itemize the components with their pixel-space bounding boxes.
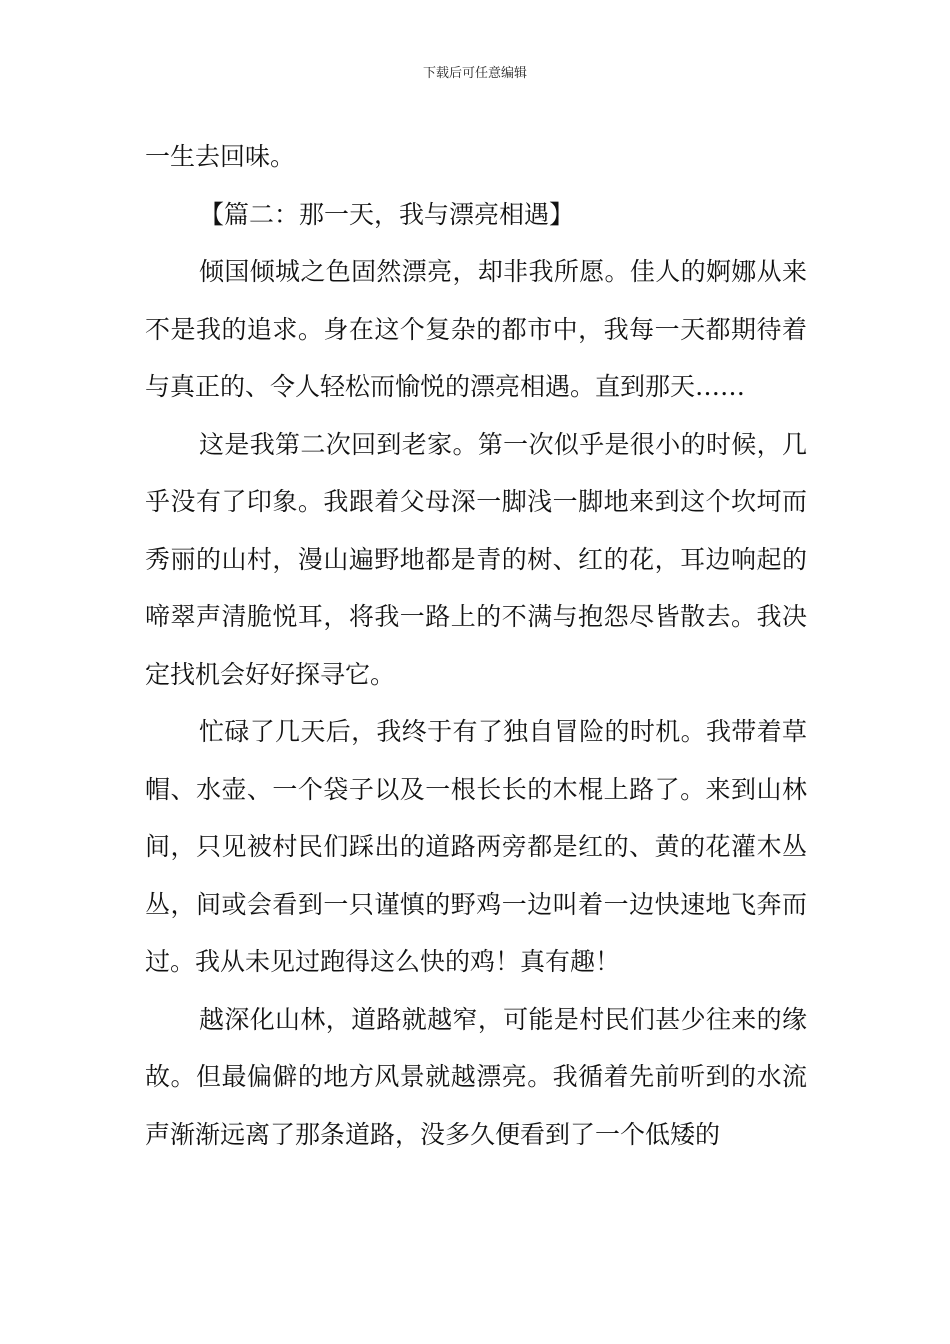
document-body bbox=[145, 128, 807, 1163]
paragraph-4: 忙碌了几天后，我终于有了独自冒险的时机。我带着草帽、水壶、一个袋子以及一根长长的木棍上路了。来到山林间，只见被村民们踩出的道路两旁都是红的、黄的花灌木丛丛，间或会看到一只谨慎的野鸡一边叫着一边快速地飞奔而过。我从未见过跑得这么快的鸡！真有趣！ bbox=[145, 717, 807, 976]
page-header: 下载后可任意编辑 bbox=[422, 66, 527, 81]
paragraph-3: 这是我第二次回到老家。第一次似乎是很小的时候，几乎没有了印象。我跟着父母深一脚浅一脚地来到这个坎坷而秀丽的山村，漫山遍野地都是青的树、红的花，耳边响起的啼翠声清脆悦耳，将我一路上的不满与抱怨尽皆散去。我决定找机会好好探寻它。 bbox=[145, 429, 807, 689]
paragraph-1: 一生去回味。 bbox=[145, 142, 296, 171]
paragraph-2: 倾国倾城之色固然漂亮，却非我所愿。佳人的婀娜从来不是我的追求。身在这个复杂的都市中，我每一天都期待着与真正的、令人轻松而愉悦的漂亮相遇。直到那天…… bbox=[145, 257, 807, 401]
section-heading: 【篇二：那一天，我与漂亮相遇】 bbox=[199, 199, 575, 229]
paragraph-5: 越深化山林，道路就越窄，可能是村民们甚少往来的缘故。但最偏僻的地方风景就越漂亮。我循着先前听到的水流声渐渐远离了那条道路，没多久便看到了一个低矮的 bbox=[145, 1004, 807, 1149]
